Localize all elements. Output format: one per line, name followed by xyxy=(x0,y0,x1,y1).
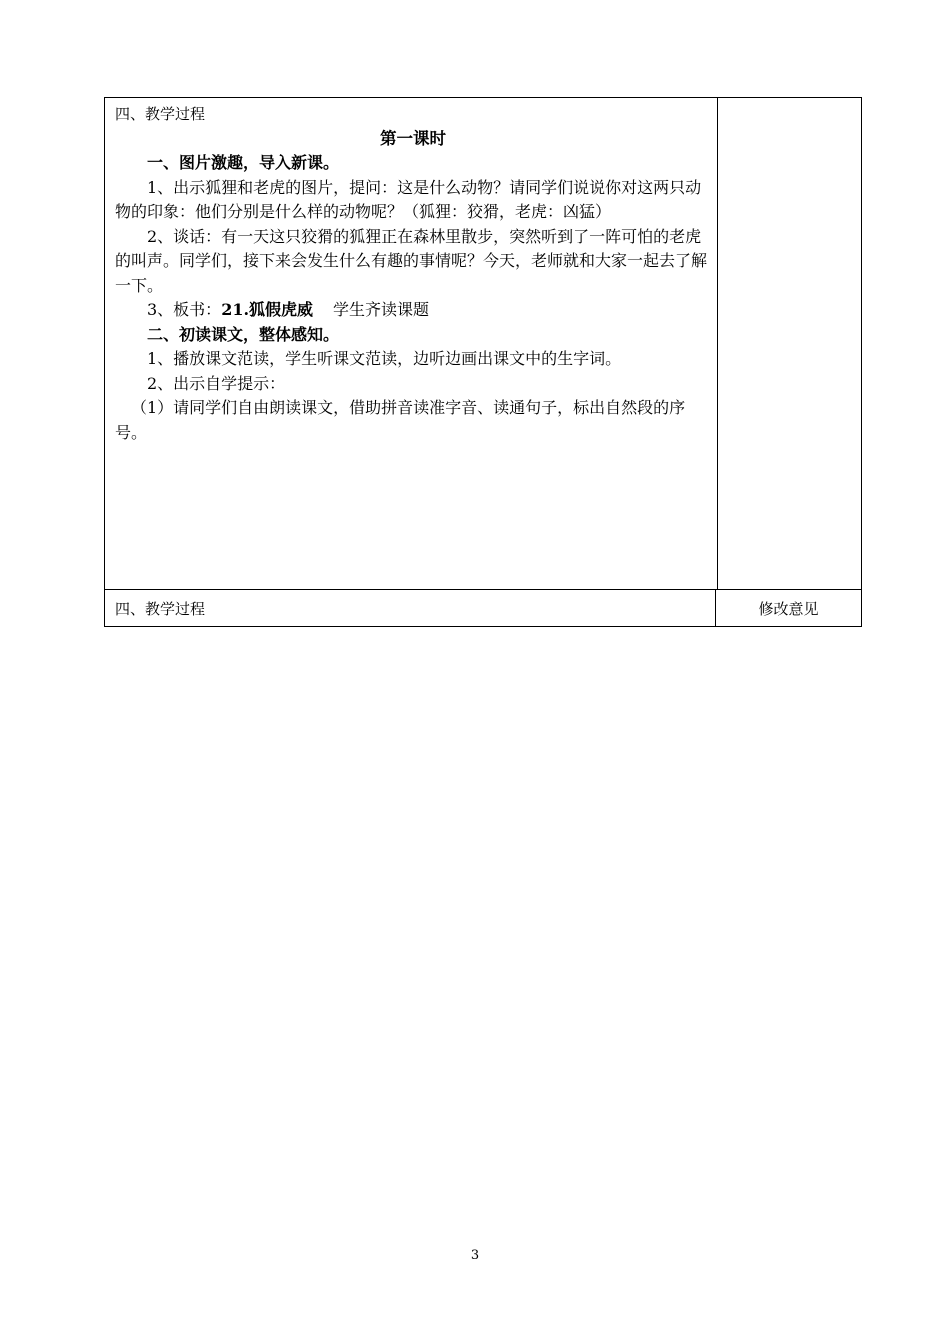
lesson-title: 第一课时 xyxy=(380,128,446,148)
part1-item2: 2、谈话：有一天这只狡猾的狐狸正在森林里散步，突然听到了一阵可怕的老虎的叫声。同学们，接下来会发生什么有趣的事情呢？今天，老师就和大家一起去了解一下。 xyxy=(115,226,708,295)
part1-item3 xyxy=(115,298,711,323)
item3-title: 21.狐假虎威 xyxy=(221,300,314,319)
part2-item1: 1、播放课文范读，学生听课文范读，边听边画出课文中的生字词。 xyxy=(147,349,622,368)
footer-table-row xyxy=(104,589,862,627)
part2-sub1: （1）请同学们自由朗读课文，借助拼音读准字音、读通句子，标出自然段的序号。 xyxy=(115,398,686,442)
footer-right-label: 修改意见 xyxy=(758,600,819,618)
page-number: 3 xyxy=(470,1248,480,1263)
footer-left-label: 四、教学过程 xyxy=(115,600,206,618)
part1-heading: 一、图片激趣，导入新课。 xyxy=(147,153,340,172)
section-header: 四、教学过程 xyxy=(115,105,206,123)
column-divider xyxy=(717,98,718,589)
lesson-content xyxy=(115,102,711,445)
part1-item1: 1、出示狐狸和老虎的图片，提问：这是什么动物？请同学们说说你对这两只动物的印象：他们分别是什么样的动物呢？（狐狸：狡猾，老虎：凶猛） xyxy=(115,177,702,221)
part2-item2: 2、出示自学提示： xyxy=(147,373,286,393)
lesson-table-cell xyxy=(104,97,862,590)
part2-heading: 二、初读课文，整体感知。 xyxy=(147,324,340,344)
item3-prefix: 3、板书： xyxy=(147,300,222,319)
item3-suffix: 学生齐读课题 xyxy=(333,300,430,319)
